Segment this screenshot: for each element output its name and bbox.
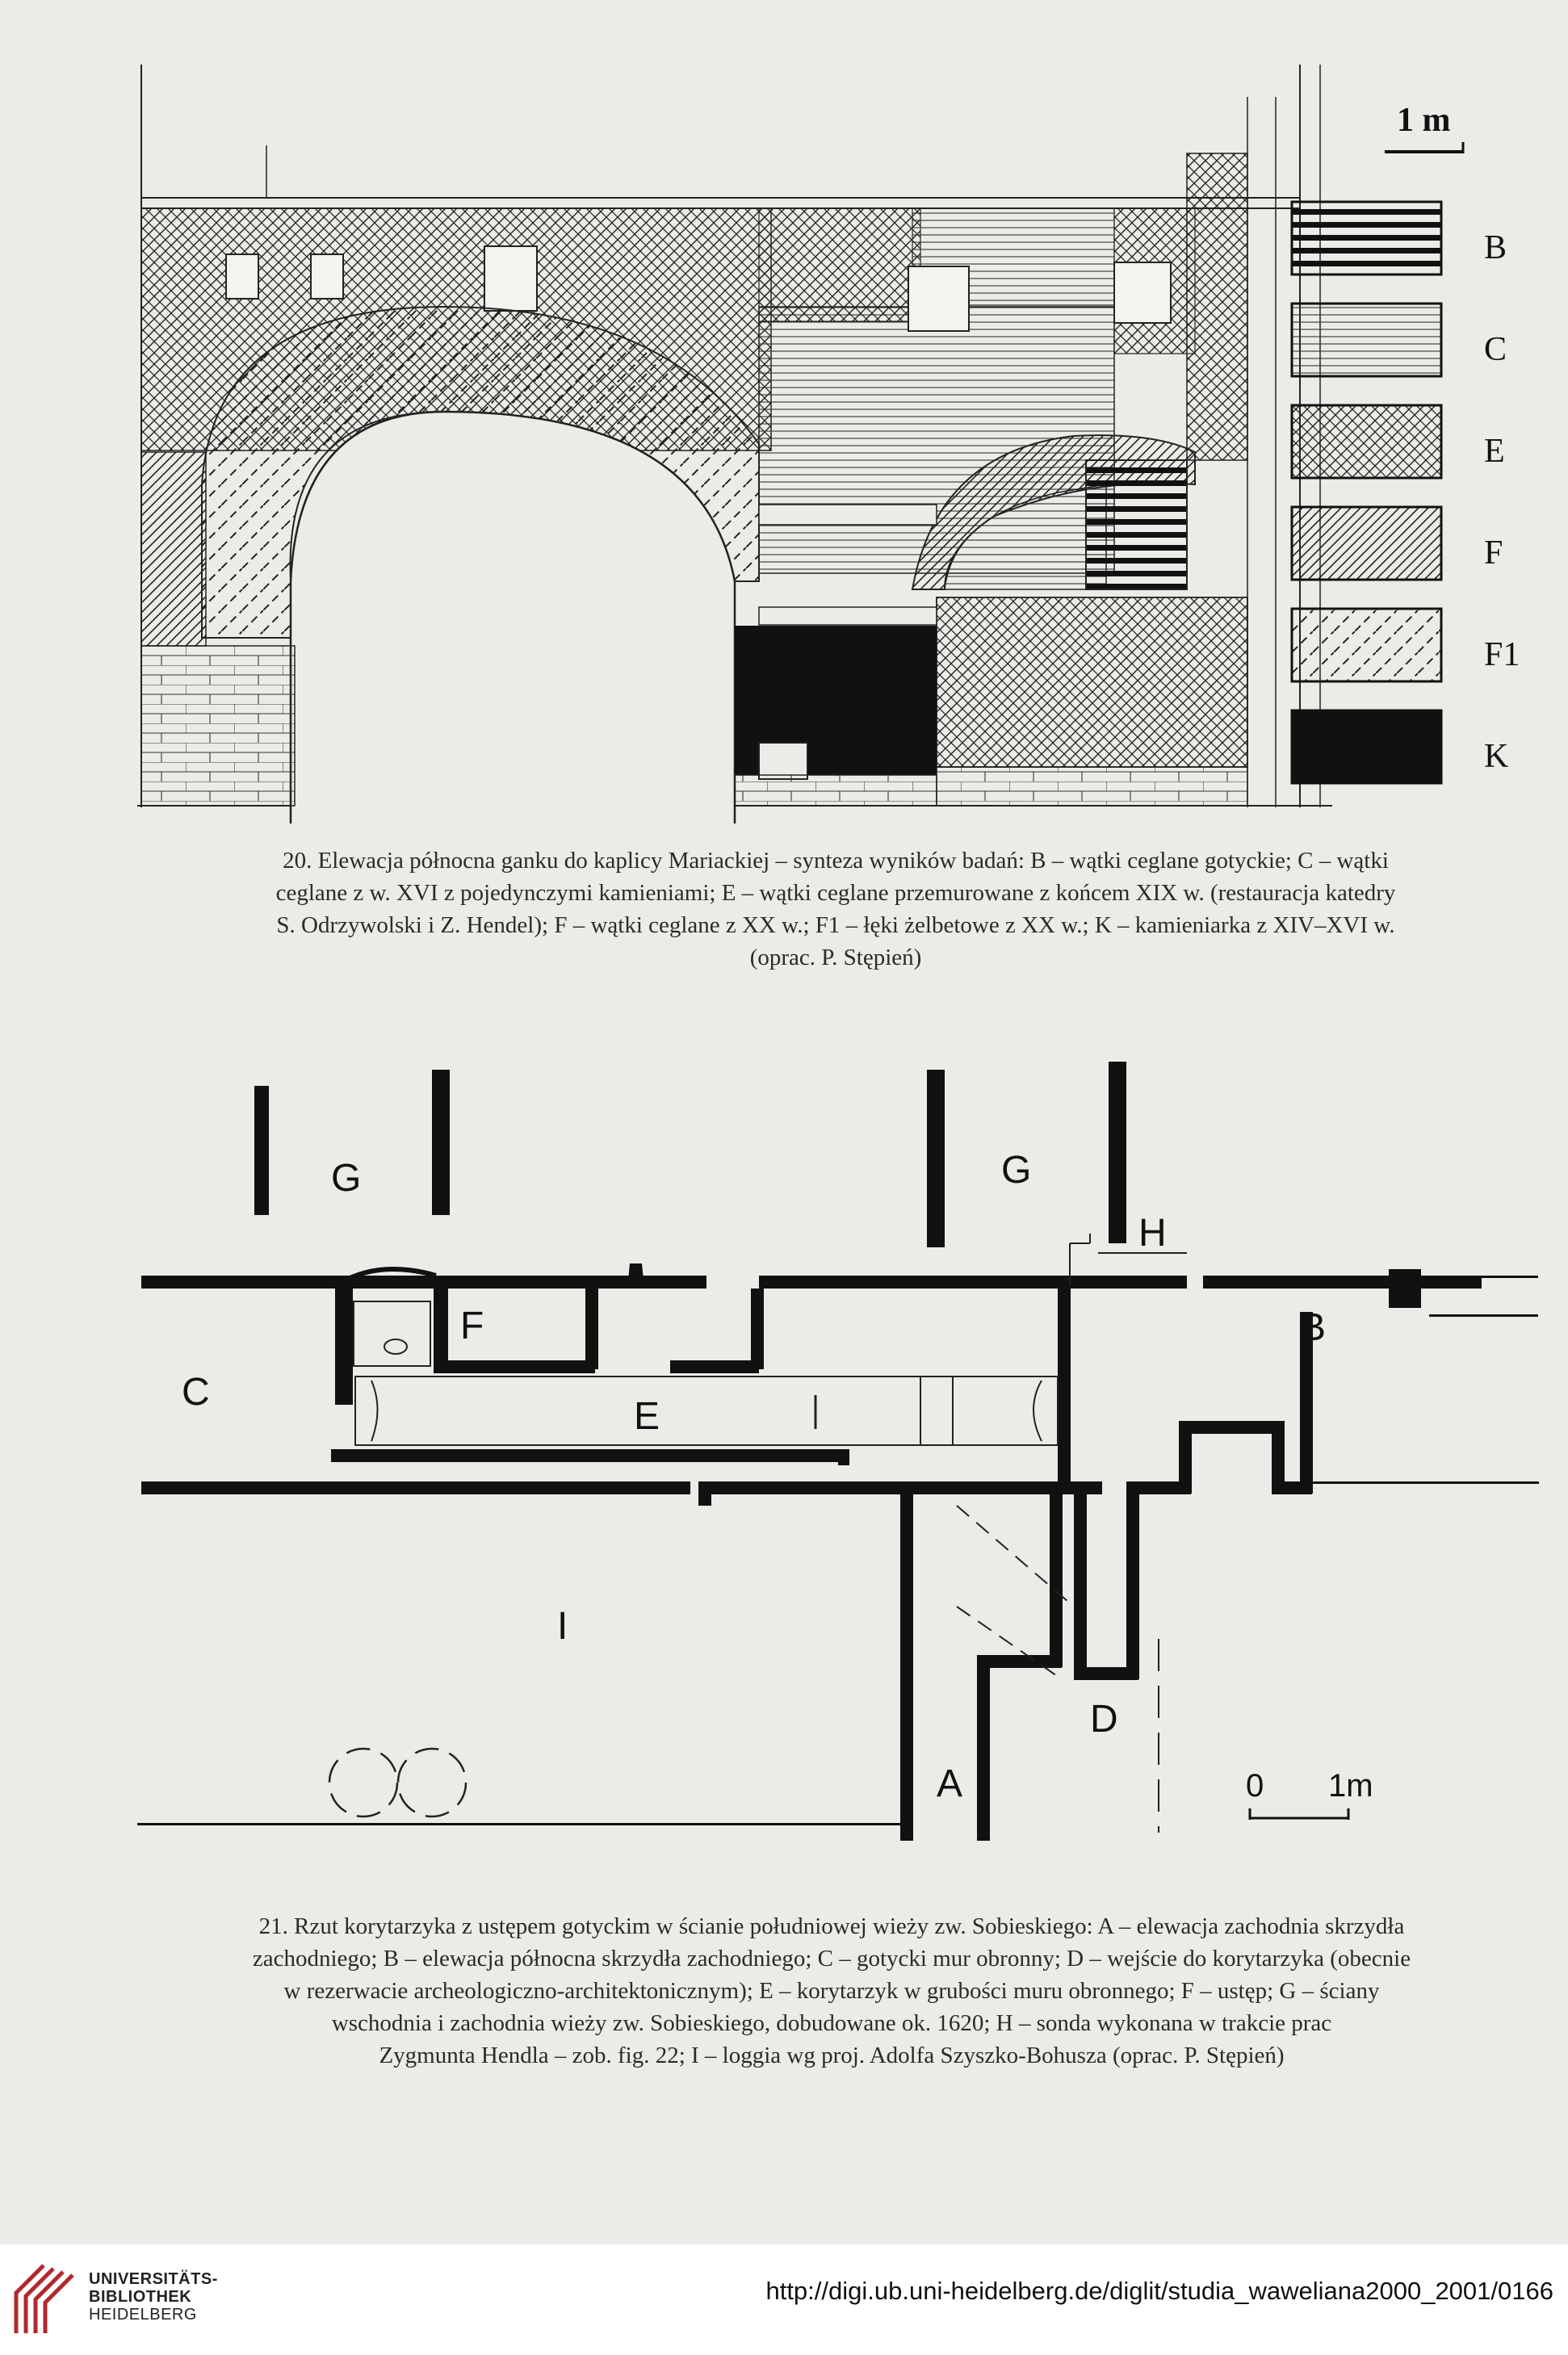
scale-bar-21 — [1246, 1768, 1373, 1820]
plan-labels — [182, 1149, 1326, 1805]
figure-21-plan — [137, 1041, 1542, 1849]
label-C: C — [182, 1371, 210, 1414]
label-E: E — [634, 1395, 660, 1438]
library-name-line2: BIBLIOTHEK — [89, 2288, 192, 2306]
legend-key-F: F — [1484, 534, 1503, 572]
legend-item-C — [1292, 304, 1507, 376]
legend-item-F — [1292, 507, 1503, 580]
caption-20-line: ceglane z w. XVI z pojedynczymi kamieniami; E – wątki ceglane przemurowane z końcem XIX w. (restauracja katedry — [275, 880, 1396, 906]
label-G-left: G — [331, 1157, 362, 1200]
caption-20-line: S. Odrzywolski i Z. Hendel); F – wątki ceglane z XX w.; F1 – łęki żelbetowe z XX w.; K – kamieniarka z XIV–XVI w. — [276, 912, 1395, 938]
scale-zero-21: 0 — [1246, 1768, 1264, 1804]
legend-item-E — [1292, 405, 1505, 478]
library-name-line1: UNIVERSITÄTS- — [89, 2270, 218, 2288]
source-url-link[interactable]: http://digi.ub.uni-heidelberg.de/diglit/studia_waweliana2000_2001/0166 — [765, 2277, 1553, 2305]
library-name — [89, 2270, 218, 2324]
label-G-right: G — [1001, 1149, 1032, 1192]
caption-21-line: w rezerwacie archeologiczno-architektonicznym); E – korytarzyk w grubości muru obronnego; F – ustęp; G – ściany — [283, 1978, 1380, 2004]
label-D: D — [1090, 1698, 1118, 1741]
legend-item-K — [1292, 710, 1508, 783]
figure-20-elevation — [137, 65, 1542, 832]
legend-20 — [1292, 202, 1520, 783]
scale-unit-21: 1m — [1328, 1768, 1373, 1804]
caption-21-line: 21. Rzut korytarzyka z ustępem gotyckim w ścianie południowej wieży zw. Sobieskiego: A – elewacja zachodnia skrzydła — [258, 1913, 1405, 1939]
library-name-line3: HEIDELBERG — [89, 2306, 197, 2324]
library-logo-icon — [11, 2261, 79, 2338]
label-B: B — [1300, 1306, 1327, 1349]
legend-item-F1 — [1292, 609, 1520, 681]
caption-figure-21 — [137, 1910, 1526, 2072]
caption-20-line: 20. Elewacja północna ganku do kaplicy Mariackiej – synteza wyników badań: B – wątki ceglane gotyckie; C – wątki — [283, 848, 1389, 874]
label-A: A — [937, 1762, 963, 1805]
scale-bar-20 — [1385, 102, 1463, 153]
caption-20-line: (oprac. P. Stępień) — [749, 945, 922, 970]
label-F: F — [460, 1305, 484, 1347]
elevation-drawing — [137, 65, 1332, 823]
scale-label-20: 1 m — [1397, 102, 1451, 139]
legend-key-E: E — [1484, 433, 1505, 470]
caption-21-line: Zygmunta Hendla – zob. fig. 22; I – loggia wg proj. Adolfa Szyszko-Bohusza (oprac. P. Stępień) — [379, 2043, 1285, 2068]
label-I: I — [557, 1605, 568, 1648]
legend-item-B — [1292, 202, 1507, 274]
caption-21-line: wschodnia i zachodnia wieży zw. Sobieskiego, dobudowane ok. 1620; H – sonda wykonana w trakcie prac — [331, 2010, 1332, 2036]
caption-21-line: zachodniego; B – elewacja północna skrzydła zachodniego; C – gotycki mur obronny; D – wejście do korytarzyka (obecnie — [252, 1946, 1411, 1972]
label-H: H — [1138, 1212, 1167, 1255]
legend-key-C: C — [1484, 331, 1507, 368]
legend-key-B: B — [1484, 229, 1507, 266]
caption-figure-20 — [153, 844, 1518, 974]
footer-bar — [0, 2244, 1568, 2355]
legend-key-F1: F1 — [1484, 636, 1520, 673]
legend-key-K: K — [1484, 738, 1509, 775]
